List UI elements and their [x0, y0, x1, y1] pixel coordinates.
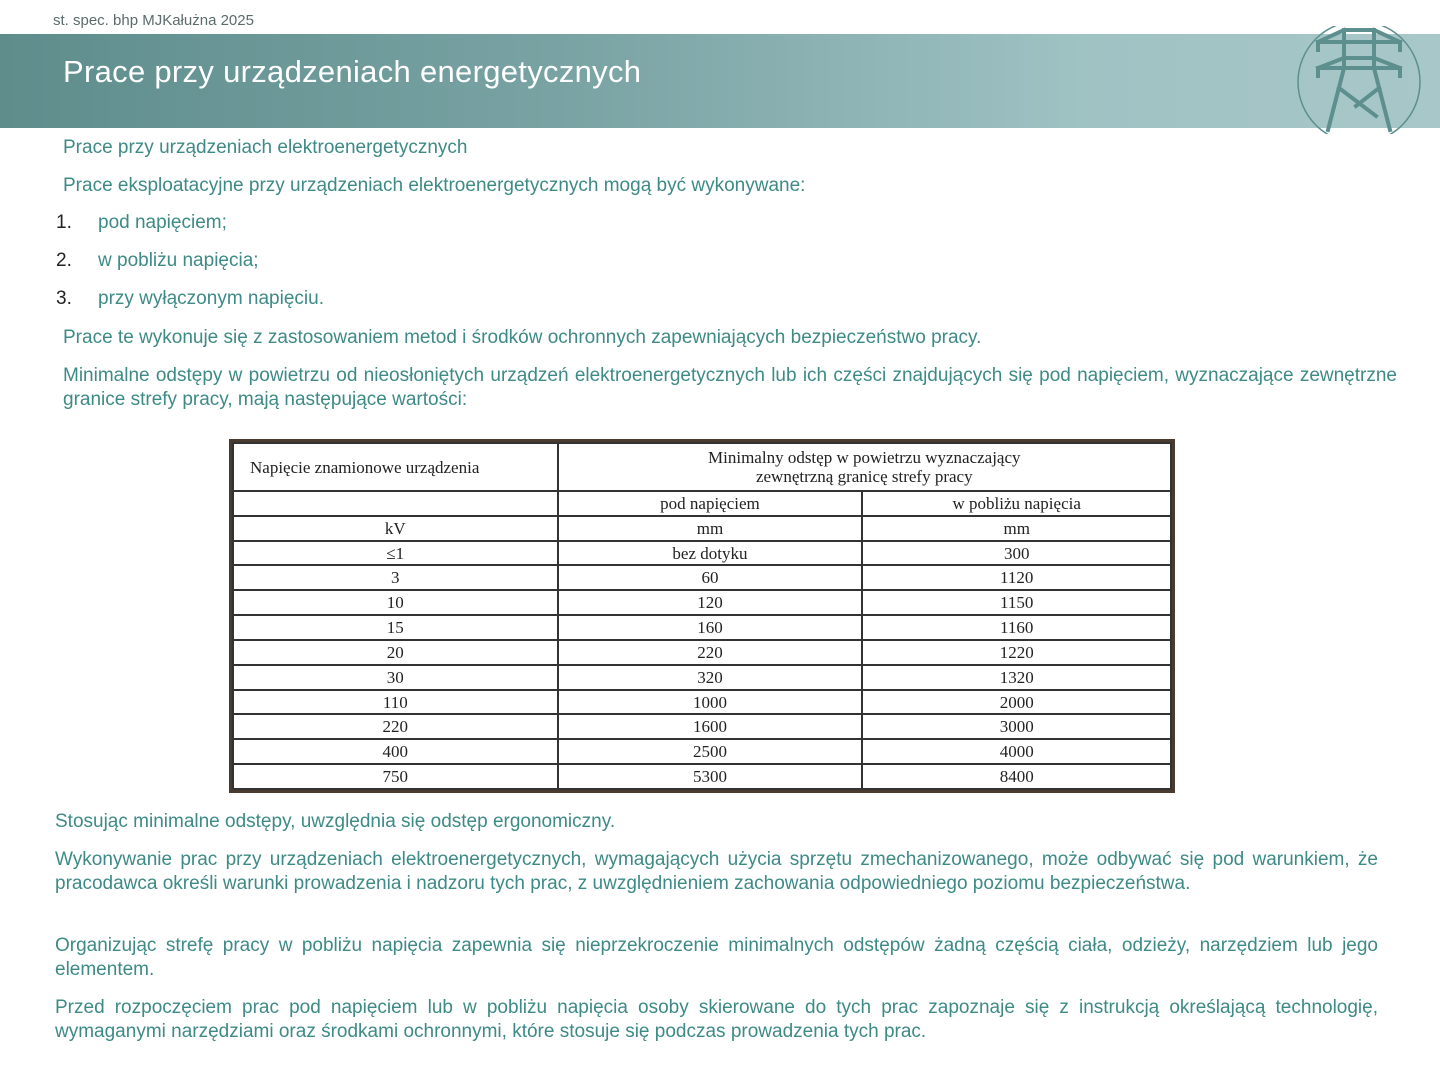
table-units-row [233, 516, 1171, 541]
table-row [233, 690, 1171, 715]
cell-near: 4000 [862, 739, 1171, 764]
cell-live: 60 [558, 565, 863, 590]
instruction-paragraph: Przed rozpoczęciem prac pod napięciem lub w pobliżu napięcia osoby skierowane do tych prac zapoznaje się z instrukcją określającą technologię, wymaganymi narzędziami oraz środkami ochronnymi, które stosuje się podczas prowadzenia tych prac. [55, 997, 1378, 1042]
lead-paragraph: Prace eksploatacyjne przy urządzeniach elektroenergetycznych mogą być wykonywane: [63, 175, 806, 196]
header-near: w pobliżu napięcia [862, 491, 1171, 516]
table-row [233, 590, 1171, 615]
header-distance: Minimalny odstęp w powietrzu wyznaczający zewnętrzną granicę strefy pracy [558, 443, 1171, 491]
cell-voltage: 110 [233, 690, 558, 715]
table-row [233, 764, 1171, 789]
list-text: przy wyłączonym napięciu. [98, 288, 324, 309]
table-row [233, 565, 1171, 590]
cell-voltage: ≤1 [233, 541, 558, 566]
ergonomic-paragraph: Stosując minimalne odstępy, uwzględnia się odstęp ergonomiczny. [55, 811, 616, 832]
list-number: 2. [56, 250, 72, 271]
power-pylon-icon [1296, 26, 1422, 134]
table-row [233, 615, 1171, 640]
list-number: 3. [56, 288, 72, 309]
table-row [233, 739, 1171, 764]
list-number: 1. [56, 212, 72, 233]
methods-paragraph: Prace te wykonuje się z zastosowaniem metod i środków ochronnych zapewniających bezpieczeństwo pracy. [63, 327, 982, 348]
cell-live: 220 [558, 640, 863, 665]
header-live: pod napięciem [558, 491, 863, 516]
author-label: st. spec. bhp MJKałużna 2025 [53, 12, 254, 29]
table-row [233, 714, 1171, 739]
cell-near: 1320 [862, 665, 1171, 690]
unit-near: mm [862, 516, 1171, 541]
cell-live: 1600 [558, 714, 863, 739]
distances-paragraph: Minimalne odstępy w powietrzu od nieosłoniętych urządzeń elektroenergetycznych lub ich części znajdujących się pod napięciem, wyznaczające zewnętrzne granice strefy pracy, mają następujące wartości: [63, 365, 1397, 410]
table-row [233, 541, 1171, 566]
cell-live: 160 [558, 615, 863, 640]
header-banner [0, 34, 1440, 128]
cell-voltage: 750 [233, 764, 558, 789]
cell-near: 3000 [862, 714, 1171, 739]
unit-voltage: kV [233, 516, 558, 541]
cell-voltage: 30 [233, 665, 558, 690]
distances-table [229, 439, 1175, 793]
cell-live: 1000 [558, 690, 863, 715]
cell-voltage: 3 [233, 565, 558, 590]
cell-voltage: 15 [233, 615, 558, 640]
table-row [233, 640, 1171, 665]
cell-live: 2500 [558, 739, 863, 764]
cell-voltage: 10 [233, 590, 558, 615]
cell-near: 2000 [862, 690, 1171, 715]
mechanized-paragraph: Wykonywanie prac przy urządzeniach elektroenergetycznych, wymagających użycia sprzętu zmechanizowanego, może odbywać się pod warunkiem, że pracodawca określi warunki prowadzenia i nadzoru tych prac, z uwzględnieniem zachowania odpowiedniego poziomu bezpieczeństwa. [55, 849, 1378, 894]
cell-voltage: 220 [233, 714, 558, 739]
section-subtitle: Prace przy urządzeniach elektroenergetycznych [63, 137, 468, 158]
unit-live: mm [558, 516, 863, 541]
cell-near: 300 [862, 541, 1171, 566]
page-title: Prace przy urządzeniach energetycznych [63, 54, 642, 89]
cell-near: 1120 [862, 565, 1171, 590]
header-voltage: Napięcie znamionowe urządzenia [233, 443, 558, 491]
table-header-row [233, 443, 1171, 491]
cell-live: 120 [558, 590, 863, 615]
cell-near: 1150 [862, 590, 1171, 615]
table-subheader-row [233, 491, 1171, 516]
cell-live: bez dotyku [558, 541, 863, 566]
zone-paragraph: Organizując strefę pracy w pobliżu napięcia zapewnia się nieprzekroczenie minimalnych odstępów żadną częścią ciała, odzieży, narzędziem lub jego elementem. [55, 935, 1378, 980]
list-text: w pobliżu napięcia; [98, 250, 259, 271]
cell-live: 320 [558, 665, 863, 690]
list-text: pod napięciem; [98, 212, 227, 233]
cell-voltage: 20 [233, 640, 558, 665]
cell-near: 1160 [862, 615, 1171, 640]
header-empty [233, 491, 558, 516]
table-row [233, 665, 1171, 690]
cell-voltage: 400 [233, 739, 558, 764]
cell-near: 1220 [862, 640, 1171, 665]
cell-near: 8400 [862, 764, 1171, 789]
cell-live: 5300 [558, 764, 863, 789]
